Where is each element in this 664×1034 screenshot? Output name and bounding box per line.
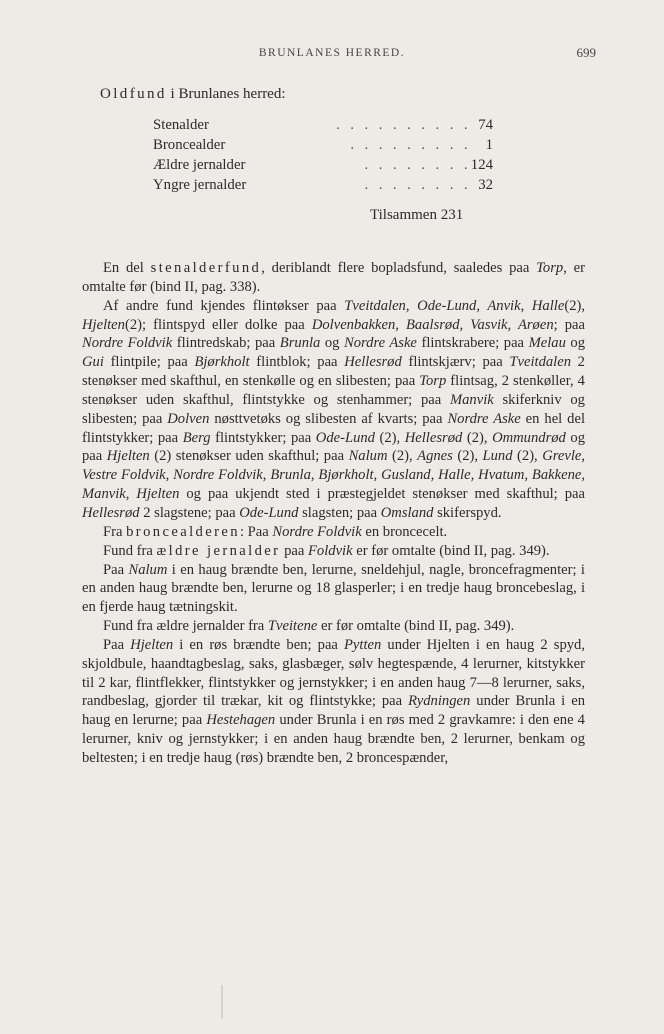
total-label: Tilsammen [370,207,437,223]
table-row [153,175,493,195]
paragraph: En del stenalderfund, deriblandt flere bopladsfund, saaledes paa Torp, er omtalte før (bind II, pag. 338). [82,260,585,295]
paragraph: Fund fra ældre jernalder paa Foldvik er før omtalte (bind II, pag. 349). [103,542,550,559]
total-value: 231 [440,207,464,223]
table-row [153,115,493,135]
running-header: BRUNLANES HERRED. [258,47,406,59]
period-label: Stenalder [153,117,209,133]
table-row [153,135,493,155]
paragraph: Fra broncealderen: Paa Nordre Foldvik en broncecelt. [103,523,448,540]
paragraph: Paa Nalum i en haug brændte ben, lerurne, sneldehjul, nagle, broncefragmenter; i en anden haug brændte ben, lerurne og 18 glasperler; i en tredje haug broncebeslag, i en fjerde haug tætningskit. [82,561,585,616]
period-count: 74 [478,117,493,133]
leader-dots: . . . . . . . . . . [336,117,471,133]
period-label: Yngre jernalder [153,177,247,193]
leader-dots: . . . . . . . . . [350,137,471,153]
paragraph: Paa Hjelten i en røs brændte ben; paa Pytten under Hjelten i en haug 2 spyd, skjoldbule, haandtagbeslag, saks, glasbæger, sølv hegtespænde, 4 lerurner, kitstykker til 2 kar, flintflekker, flintstykker og jernstykker; i en anden haug 7—8 lerurner, saks, randbeslag, gjorder til trækar, kit og flintstykke; paa Rydningen under Brunla i en haug en lerurne; paa Hestehagen under Brunla i en røs med 2 gravkamre: i den ene 4 lerurner, kniv og jernstykker; i en anden haug brændte ben, 2 lerurner, benkam og beltesten; i en tredje haug (røs) brændte ben, 2 broncespænder, [82,636,585,766]
heading-spaced-word: Oldfund [100,86,167,102]
page-margin-mark [221,985,223,1019]
body-text [82,259,585,768]
paragraph: Af andre fund kjendes flintøkser paa Tveitdalen, Ode-Lund, Anvik, Halle(2), Hjelten(2); flintspyd eller dolke paa Dolvenbakken, Baalsrød, Vasvik, Arøen; paa Nordre Foldvik flintredskab; paa Brunla og Nordre Aske flintskrabere; paa Melau og Gui flintpile; paa Bjørkholt flintblok; paa Hellesrød flintskjærv; paa Tveitdalen 2 stenøkser med skafthul, en stenkølle og en slibesten; paa Torp flintsag, 2 stenkøller, 4 stenøkser uden skafthul, flintstykke og stenhammer; paa Manvik skiferkniv og slibesten; paa Dolven nøsttvetøks og slibesten af kvarts; paa Nordre Aske en hel del flintstykker; paa Berg flintstykker; paa Ode-Lund (2), Hellesrød (2), Ommundrød og paa Hjelten (2) stenøkser uden skafthul; paa Nalum (2), Agnes (2), Lund (2), Grevle, Vestre Foldvik, Nordre Foldvik, Brunla, Bjørkholt, Gusland, Halle, Hvatum, Bakkene, Manvik, Hjelten og paa ukjendt sted i præstegjeldet stenøkser med skafthul; paa Hellesrød 2 slagstene; paa Ode-Lund slagsten; paa Omsland skiferspyd. [82,297,586,521]
leader-dots: . . . . . . . . [364,157,471,173]
period-label: Broncealder [153,137,226,153]
period-label: Ældre jernalder [153,157,246,173]
table-row [153,155,493,175]
page-number: 699 [576,45,596,60]
heading-rest: i Brunlanes herred: [166,86,286,102]
period-count-table [153,115,493,195]
period-count: 32 [478,177,493,193]
period-count: 1 [485,137,493,153]
leader-dots: . . . . . . . . [364,177,471,193]
section-heading [100,86,286,103]
period-count: 124 [470,157,493,173]
paragraph: Fund fra ældre jernalder fra Tveitene er før omtalte (bind II, pag. 349). [103,618,515,635]
total-line [370,207,463,224]
